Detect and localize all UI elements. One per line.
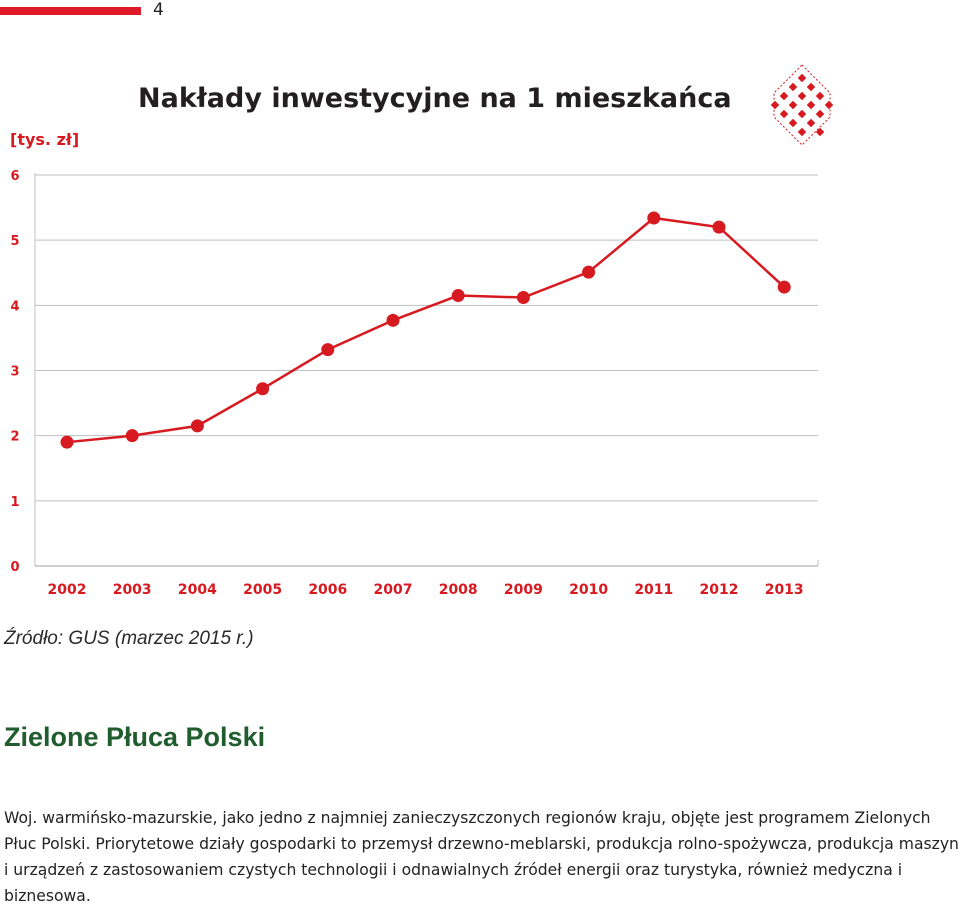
series-revenue-line	[61, 212, 791, 449]
logo-diamond	[807, 101, 815, 109]
page-number: 4	[153, 0, 164, 20]
x-tick-label: 2008	[438, 582, 478, 598]
data-point-2005	[256, 382, 269, 395]
data-point-2009	[517, 291, 530, 304]
x-tick-label: 2004	[177, 582, 217, 598]
logo-diamond	[789, 83, 797, 91]
logo-diamond	[771, 101, 779, 109]
data-point-2004	[191, 419, 204, 432]
data-point-2012	[713, 221, 726, 234]
logo-diamond	[789, 119, 797, 127]
decorative-diamond-logo	[771, 65, 833, 145]
logo-diamond	[798, 74, 806, 82]
data-point-2007	[387, 314, 400, 327]
x-tick-labels	[48, 582, 804, 598]
y-tick-label: 3	[10, 364, 20, 380]
data-point-2002	[61, 436, 74, 449]
logo-diamond	[816, 110, 824, 118]
logo-diamond	[816, 92, 824, 100]
logo-diamond	[807, 83, 815, 91]
data-point-2013	[778, 281, 791, 294]
grid-lines	[35, 173, 818, 566]
logo-diamond	[798, 128, 806, 136]
y-tick-label: 4	[10, 299, 20, 315]
data-point-2011	[647, 212, 660, 225]
series-line	[67, 218, 784, 442]
x-tick-label: 2005	[243, 582, 283, 598]
data-point-2006	[321, 343, 334, 356]
logo-diamond	[780, 110, 788, 118]
x-tick-label: 2011	[634, 582, 674, 598]
x-tick-label: 2003	[112, 582, 152, 598]
logo-diamond	[789, 101, 797, 109]
x-tick-label: 2012	[699, 582, 739, 598]
data-point-2003	[126, 429, 139, 442]
logo-diamond	[798, 92, 806, 100]
section-paragraph: Woj. warmińsko-mazurskie, jako jedno z najmniej zanieczyszczonych regionów kraju, objęte jest programem Zielonych Płuc Polski. Priorytetowe działy gospodarki to przemysł drzewno-meblarski, produkcja rolno-spożywcza, produkcja maszyn i urządzeń z zastosowaniem czystych technologii i odnawialnych źródeł energii oraz turystyka, również medyczna i biznesowa.	[4, 809, 959, 905]
y-tick-label: 5	[10, 234, 20, 250]
y-tick-label: 1	[10, 494, 20, 510]
logo-diamond	[798, 110, 806, 118]
page-header-bar	[0, 7, 141, 15]
chart-title: Nakłady inwestycyjne na 1 mieszkańca	[138, 83, 732, 114]
logo-diamond	[825, 101, 833, 109]
x-tick-label: 2013	[764, 582, 804, 598]
logo-diamond	[807, 119, 815, 127]
y-tick-label: 0	[10, 560, 20, 575]
logo-diamond	[780, 92, 788, 100]
y-axis-unit-label: [tys. zł]	[10, 130, 80, 149]
x-tick-label: 2009	[503, 582, 543, 598]
y-tick-label: 6	[10, 169, 20, 184]
x-tick-label: 2010	[569, 582, 609, 598]
logo-diamond	[816, 128, 824, 136]
y-tick-labels	[10, 169, 19, 575]
x-tick-label: 2002	[47, 582, 87, 598]
data-point-2008	[452, 289, 465, 302]
x-tick-label: 2006	[308, 582, 348, 598]
section-title: Zielone Płuca Polski	[4, 722, 266, 752]
y-tick-label: 2	[10, 429, 20, 445]
line-chart	[0, 55, 960, 615]
source-note: Źródło: GUS (marzec 2015 r.)	[4, 628, 254, 649]
x-tick-label: 2007	[373, 582, 413, 598]
data-point-2010	[582, 266, 595, 279]
